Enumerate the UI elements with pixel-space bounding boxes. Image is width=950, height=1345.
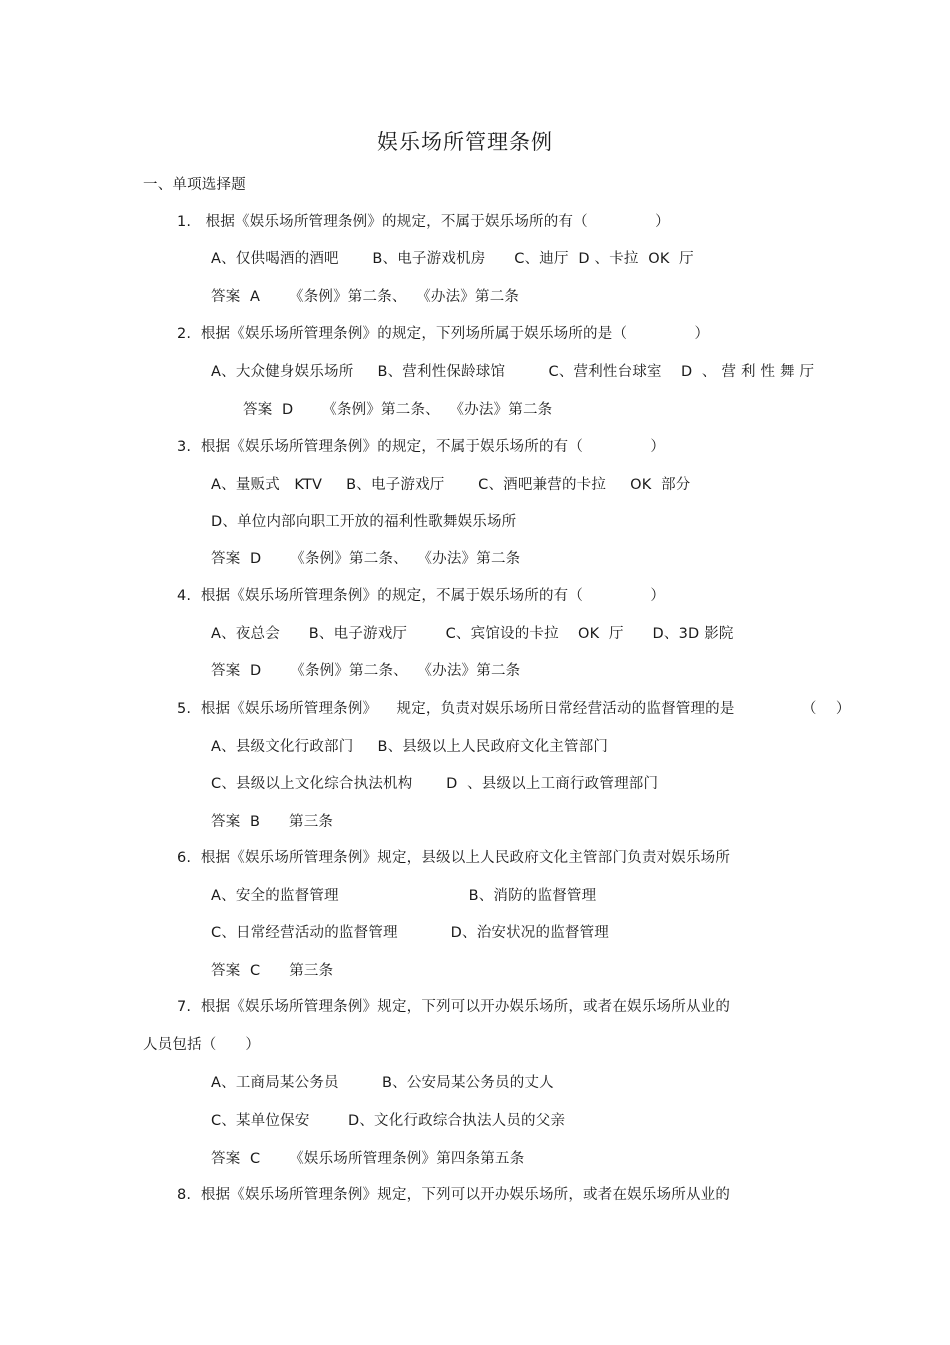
question-7-answer: 答案 C 《娱乐场所管理条例》第四条第五条 (211, 1151, 525, 1167)
question-5-stem: 5. 根据《娱乐场所管理条例》 规定，负责对娱乐场所日常经营活动的监督管理的是 （ ） (177, 701, 851, 717)
question-5-options-line2: C、县级以上文化综合执法机构 D 、县级以上工商行政管理部门 (211, 776, 659, 792)
question-7-stem-line1: 7. 根据《娱乐场所管理条例》规定，下列可以开办娱乐场所，或者在娱乐场所从业的 (177, 999, 731, 1015)
question-2-options: A、大众健身娱乐场所 B、营利性保龄球馆 C、营利性台球室 D 、 营 利 性 舞 厅 (211, 364, 815, 380)
question-2-answer: 答案 D 《条例》第二条、 《办法》第二条 (243, 402, 553, 418)
question-5-answer: 答案 B 第三条 (211, 814, 334, 830)
question-6-answer: 答案 C 第三条 (211, 963, 334, 979)
question-3-options-line1: A、量贩式 KTV B、电子游戏厅 C、酒吧兼营的卡拉 OK 部分 (211, 477, 691, 493)
document-title: 娱乐场所管理条例 (377, 130, 553, 154)
question-4-options: A、夜总会 B、电子游戏厅 C、宾馆设的卡拉 OK 厅 D、3D 影院 (211, 626, 734, 642)
question-7-options-line1: A、工商局某公务员 B、公安局某公务员的丈人 (211, 1075, 554, 1091)
question-8-stem: 8. 根据《娱乐场所管理条例》规定，下列可以开办娱乐场所，或者在娱乐场所从业的 (177, 1187, 731, 1203)
question-4-stem: 4. 根据《娱乐场所管理条例》的规定，不属于娱乐场所的有（ ） (177, 588, 666, 604)
question-6-stem: 6. 根据《娱乐场所管理条例》规定，县级以上人民政府文化主管部门负责对娱乐场所 (177, 850, 731, 866)
question-1-options: A、仅供喝酒的酒吧 B、电子游戏机房 C、迪厅 D 、卡拉 OK 厅 (211, 251, 694, 267)
question-1-stem: 1. 根据《娱乐场所管理条例》的规定，不属于娱乐场所的有（ ） (177, 214, 670, 230)
question-3-answer: 答案 D 《条例》第二条、 《办法》第二条 (211, 551, 521, 567)
question-3-options-line2: D、单位内部向职工开放的福利性歌舞娱乐场所 (211, 514, 517, 530)
question-4-answer: 答案 D 《条例》第二条、 《办法》第二条 (211, 663, 521, 679)
question-3-stem: 3. 根据《娱乐场所管理条例》的规定，不属于娱乐场所的有（ ） (177, 439, 666, 455)
question-6-options-line2: C、日常经营活动的监督管理 D、治安状况的监督管理 (211, 925, 609, 941)
question-1-answer: 答案 A 《条例》第二条、 《办法》第二条 (211, 289, 520, 305)
question-6-options-line1: A、安全的监督管理 B、消防的监督管理 (211, 888, 597, 904)
section-heading: 一、单项选择题 (143, 177, 246, 193)
question-7-options-line2: C、某单位保安 D、文化行政综合执法人员的父亲 (211, 1113, 566, 1129)
question-2-stem: 2. 根据《娱乐场所管理条例》的规定，下列场所属于娱乐场所的是（ ） (177, 326, 710, 342)
question-5-options-line1: A、县级文化行政部门 B、县级以上人民政府文化主管部门 (211, 739, 609, 755)
question-7-stem-line2: 人员包括（ ） (143, 1037, 261, 1053)
